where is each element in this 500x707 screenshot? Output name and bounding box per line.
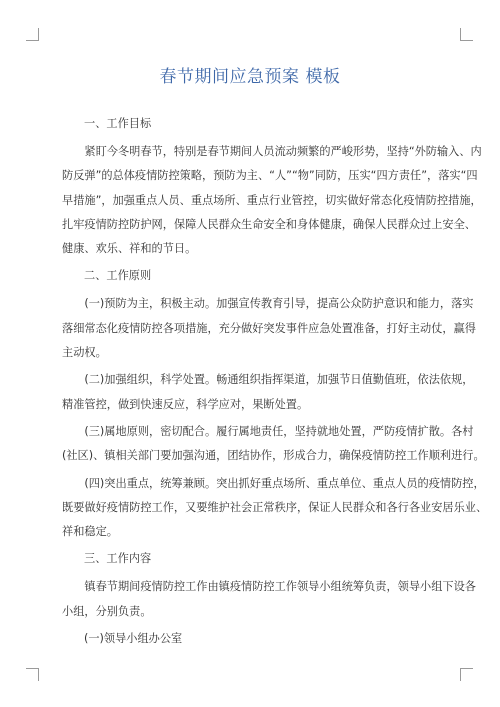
crop-mark-top-right [460,28,473,41]
paragraph-line: 早措施”，加强重点人员、重点场所、重点行业管控，切实做好常态化疫情防控措施， [62,193,482,207]
paragraph [62,292,476,365]
paragraph-line: 祥和稳定。 [62,525,118,539]
section-heading: 一、工作目标 [84,117,152,130]
document-body [62,112,488,655]
paragraph-line: (二)加强组织，科学处置。畅通组织指挥渠道，加强节日值勤值班，依法依规， [62,373,474,387]
paragraph-line: 落细常态化疫情防控各项措施，充分做好突发事件应急处置准备，打好主动仗，赢得 [62,321,476,335]
paragraph-line: 主动权。 [62,346,107,360]
section-heading: 二、工作原则 [84,269,152,283]
paragraph-line: 防反弹”的总体疫情防控策略，预防为主、“人”“物”同防，压实“四方责任”，落实“四 [62,169,478,183]
paragraph-line: 既要做好疫情防控工作，又要维护社会正常秩序，保证人民群众和各行各业安居乐业、 [62,500,488,514]
paragraph [62,368,474,417]
paragraph [62,140,482,261]
paragraph-line: 扎牢疫情防控防护网，保障人民群众生命安全和身体健康，确保人民群众过上安全、 [62,217,476,231]
paragraph-line: 镇春节期间疫情防控工作由镇疫情防控工作领导小组统筹负责，领导小组下设各 [62,580,476,594]
paragraph-line: 健康、欢乐、祥和的节日。 [62,242,197,256]
paragraph [62,420,485,469]
paragraph-line: (三)属地原则，密切配合。履行属地责任，坚持就地处置，严防疫情扩散。各村 [62,424,474,438]
paragraph-line: 精准管控，做到快速反应，科学应对，果断处置。 [62,397,309,411]
paragraph-line: 小组，分别负责。 [62,604,152,618]
paragraph [62,575,476,624]
paragraph-line: 紧盯今冬明春节，特别是春节期间人员流动频繁的严峻形势，坚持“外防输入、内 [62,145,482,158]
document-title: 春节期间应急预案 模板 [159,67,341,87]
paragraph-line: (一)预防为主，积极主动。加强宣传教育引导，提高公众防护意识和能力，落实 [62,297,474,311]
paragraph-line: (社区)、镇相关部门要加强沟通，团结协作，形成合力，确保疫情防控工作顺利进行。 [62,449,485,463]
paragraph-line: (四)突出重点，统筹兼顾。突出抓好重点场所、重点单位、重点人员的疫情防控， [62,476,485,490]
crop-mark-bottom-right [460,668,473,681]
crop-mark-bottom-left [26,668,39,681]
section-heading: 三、工作内容 [84,552,152,566]
paragraph [62,472,488,545]
section-heading: (一)领导小组办公室 [84,632,183,646]
crop-mark-top-left [26,28,39,41]
